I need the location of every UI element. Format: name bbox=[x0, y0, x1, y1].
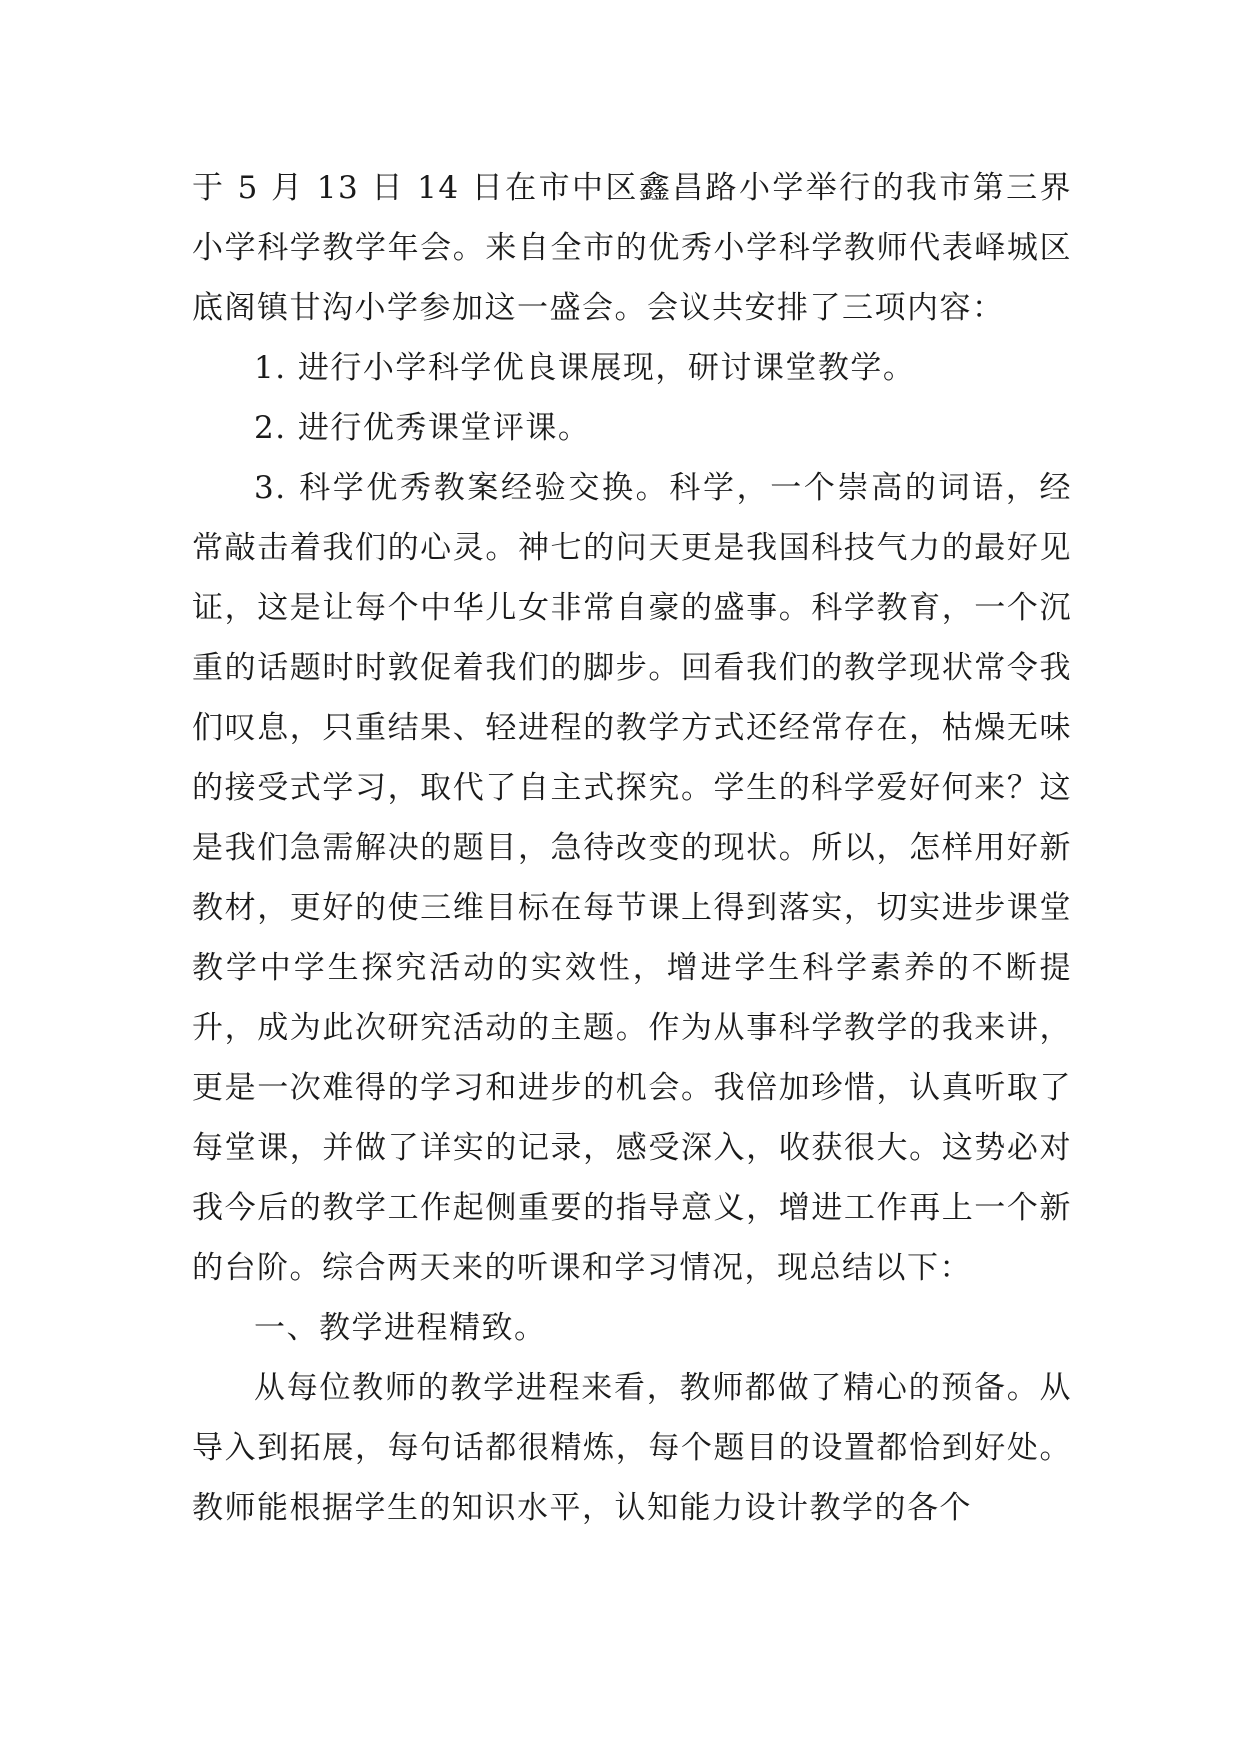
list-item-1: 1. 进行小学科学优良课展现，研讨课堂教学。 bbox=[254, 350, 916, 386]
section-heading-1: 一、教学进程精致。 bbox=[254, 1310, 547, 1346]
document-body bbox=[192, 158, 1072, 1538]
paragraph-intro: 于 5 月 13 日 14 日在市中区鑫昌路小学举行的我市第三界小学科学教学年会。来自全市的优秀小学科学教师代表峄城区底阁镇甘沟小学参加这一盛会。会议共安排了三项内容： bbox=[192, 170, 1072, 326]
paragraph-section-1: 从每位教师的教学进程来看，教师都做了精心的预备。从导入到拓展，每句话都很精炼，每个题目的设置都恰到好处。教师能根据学生的知识水平，认知能力设计教学的各个 bbox=[192, 1370, 1072, 1526]
list-item-3: 3. 科学优秀教案经验交换。科学，一个崇高的词语，经常敲击着我们的心灵。神七的问天更是我国科技气力的最好见证，这是让每个中华儿女非常自豪的盛事。科学教育，一个沉重的话题时时敦促着我们的脚步。回看我们的教学现状常令我们叹息，只重结果、轻进程的教学方式还经常存在，枯燥无味的接受式学习，取代了自主式探究。学生的科学爱好何来？这是我们急需解决的题目，急待改变的现状。所以，怎样用好新教材，更好的使三维目标在每节课上得到落实，切实进步课堂教学中学生探究活动的实效性，增进学生科学素养的不断提升，成为此次研究活动的主题。作为从事科学教学的我来讲，更是一次难得的学习和进步的机会。我倍加珍惜，认真听取了每堂课，并做了详实的记录，感受深入，收获很大。这势必对我今后的教学工作起侧重要的指导意义，增进工作再上一个新的台阶。综合两天来的听课和学习情况，现总结以下： bbox=[192, 470, 1072, 1286]
list-item-2: 2. 进行优秀课堂评课。 bbox=[254, 410, 591, 446]
